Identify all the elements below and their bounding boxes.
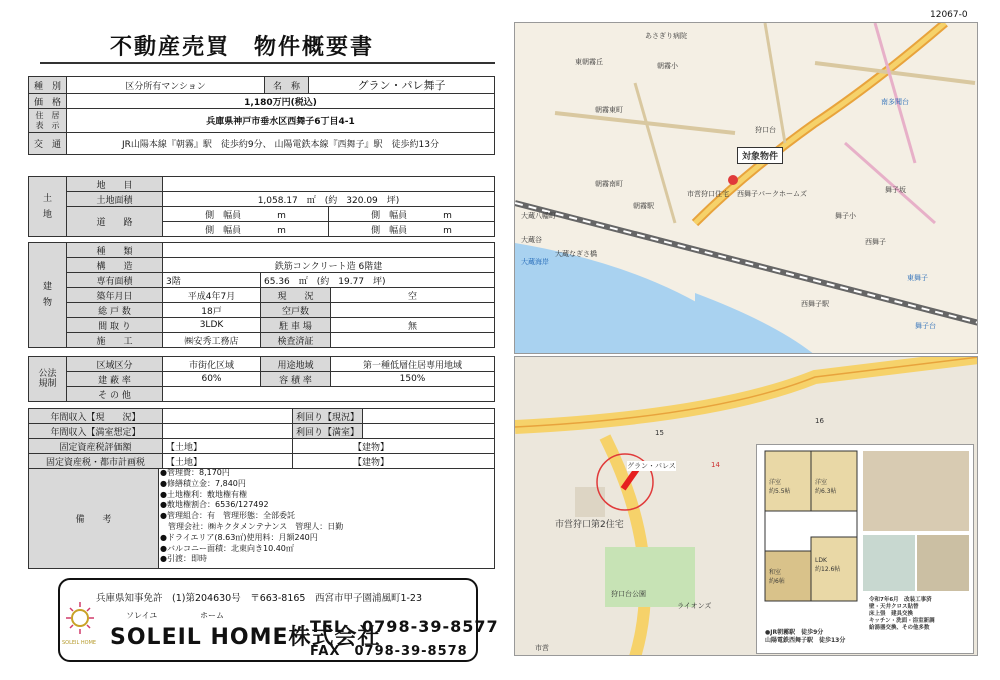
other-label: そ の 他	[67, 387, 163, 402]
building-table	[28, 242, 495, 348]
map-label: 西舞子駅	[801, 300, 829, 308]
area-map	[514, 22, 978, 354]
assessed-label: 固定資産税評価額	[29, 439, 163, 454]
road-row1-right: 側 幅員 m	[329, 207, 495, 222]
company-kana-home: ホーム	[200, 611, 224, 620]
site-label: 狩口台公園	[611, 590, 646, 598]
bcr-value: 60%	[163, 372, 261, 387]
floor-value: 3階	[163, 273, 261, 288]
map-label: 市営狩口住宅	[687, 190, 729, 198]
road-row2-left: 側 幅員 m	[163, 222, 329, 237]
document-title: 不動産売買 物件概要書	[110, 34, 375, 60]
land-area-value: 1,058.17 ㎡ (約 320.09 坪)	[163, 192, 495, 207]
assessed-land: 【土地】	[163, 439, 293, 454]
units-value: 18戸	[163, 303, 261, 318]
map-label: 東朝霧丘	[575, 58, 603, 66]
chimoku-label: 地 目	[67, 177, 163, 192]
vacant-label: 空戸数	[261, 303, 331, 318]
chimoku-value	[163, 177, 495, 192]
zone-label: 区域区分	[67, 357, 163, 372]
map-label: 西舞子パークホームズ	[737, 190, 807, 198]
status-value: 空	[331, 288, 495, 303]
map-label: 狩口台	[755, 126, 776, 134]
inspection-label: 検査済証	[261, 333, 331, 348]
map-label: 舞子坂	[885, 186, 906, 194]
map-label: 朝霧駅	[633, 202, 654, 210]
map-label: 朝霧南町	[595, 180, 623, 188]
map-label: 大蔵八幡町	[521, 212, 556, 220]
status-label: 現 況	[261, 288, 331, 303]
company-kana-soleil: ソレイユ	[126, 611, 158, 620]
built-label: 築年月日	[67, 288, 163, 303]
zone-value: 市街化区域	[163, 357, 261, 372]
building-section-label: 建 物	[29, 243, 67, 348]
use-value: 第一種低層住居専用地域	[331, 357, 495, 372]
remark-line: ●修繕積立金：7,840円	[160, 478, 246, 488]
sun-logo-icon	[64, 600, 96, 640]
built-value: 平成4年7月	[163, 288, 261, 303]
transport-label: 交 通	[29, 133, 67, 155]
name-label: 名 称	[265, 77, 309, 94]
road-row2-right: 側 幅員 m	[329, 222, 495, 237]
feature-text: 令和7年6月 改装工事済 壁・天井クロス貼替 床上張 建具交換 キッチン・洗面・浴室新調 給湯器交換、その他多数	[869, 597, 935, 631]
document-id: 12067-0	[930, 10, 968, 20]
remark-line: ●引渡：即時	[160, 554, 207, 564]
road-label: 道 路	[67, 207, 163, 237]
remark-line: 管理会社：㈱キクタメンテナンス 管理人：日勤	[160, 521, 344, 531]
remark-line: ●管理費：8,170円	[160, 468, 230, 477]
builder-label: 施 工	[67, 333, 163, 348]
phone-number: TEL 0798-39-8577	[310, 617, 499, 636]
other-value	[163, 387, 495, 402]
regulation-table	[28, 356, 495, 402]
land-section-label: 土 地	[29, 177, 67, 237]
full-income-label: 年間収入【満室想定】	[29, 424, 163, 439]
remarks-list	[160, 468, 343, 565]
map-label: 大蔵海岸	[521, 258, 549, 266]
layout-value: 3LDK	[163, 318, 261, 333]
far-label: 容 積 率	[261, 372, 331, 387]
site-label: 市営狩口第2住宅	[555, 520, 624, 530]
full-yield-label: 利回り【満室】	[293, 424, 363, 439]
type-label: 種 別	[29, 77, 67, 94]
floor-area-value: 65.36 ㎡ (約 19.77 坪)	[261, 273, 495, 288]
map-label: 南多聞台	[881, 98, 909, 106]
fax-number: FAX 0798-39-8578	[310, 644, 468, 659]
address-label: 住 居 表 示	[29, 109, 67, 133]
map-label: 大蔵谷	[521, 236, 542, 244]
map-label: 舞子台	[915, 322, 936, 330]
block-number: 14	[711, 461, 720, 469]
road-row1-left: 側 幅員 m	[163, 207, 329, 222]
room-label: 洋室 約6.3帖	[815, 479, 837, 495]
map-label: 東舞子	[907, 274, 928, 282]
current-yield-value	[363, 409, 495, 424]
current-yield-label: 利回り【現況】	[293, 409, 363, 424]
price-value: 1,180万円(税込)	[67, 94, 495, 109]
type-value: 区分所有マンション	[67, 77, 265, 94]
logo-text: SOLEIL HOME	[62, 640, 97, 646]
map-label: 朝霧東町	[595, 106, 623, 114]
far-value: 150%	[331, 372, 495, 387]
site-label: 市営	[535, 644, 549, 652]
site-label: グラン・パレス	[627, 462, 676, 470]
site-label: ライオンズ	[677, 602, 712, 610]
parking-value: 無	[331, 318, 495, 333]
price-label: 価 格	[29, 94, 67, 109]
remark-line: ●土地権利：敷地権有権	[160, 489, 247, 499]
transport-value: JR山陽本線『朝霧』駅 徒歩約9分、 山陽電鉄本線『西舞子』駅 徒歩約13分	[67, 133, 495, 155]
structure-value: 鉄筋コンクリート造 6階建	[163, 258, 495, 273]
structure-label: 構 造	[67, 258, 163, 273]
target-property-label: 対象物件	[737, 147, 783, 164]
room-label: 和室 約6帖	[769, 569, 785, 585]
map-label: 大蔵なぎさ橋	[555, 250, 597, 258]
address-value: 兵庫県神戸市垂水区西舞子6丁目4-1	[67, 109, 495, 133]
name-value: グラン・パレ舞子	[309, 77, 495, 94]
block-number: 16	[815, 417, 824, 425]
regulation-section-label: 公法 規制	[29, 357, 67, 402]
tax-land: 【土地】	[163, 454, 293, 469]
tax-building: 【建物】	[293, 454, 495, 469]
inspection-value	[331, 333, 495, 348]
basic-info-table	[28, 76, 495, 155]
remark-line: ●敷地権割合：6536/127492	[160, 500, 269, 510]
full-yield-value	[363, 424, 495, 439]
bcr-label: 建 蔽 率	[67, 372, 163, 387]
use-label: 用途地域	[261, 357, 331, 372]
block-number: 15	[655, 429, 664, 437]
builder-value: ㈱安秀工務店	[163, 333, 261, 348]
vacant-value	[331, 303, 495, 318]
assessed-building: 【建物】	[293, 439, 495, 454]
remark-line: ●バルコニー面積：北東向き10.40㎡	[160, 543, 294, 553]
kind-value	[163, 243, 495, 258]
current-income-value	[163, 409, 293, 424]
layout-label: 間 取 り	[67, 318, 163, 333]
remark-line: ●管理組合：有 管理形態：全部委託	[160, 511, 295, 521]
map-label: 西舞子	[865, 238, 886, 246]
company-name: SOLEIL HOME株式会社	[110, 625, 381, 650]
map-label: あさぎり病院	[645, 32, 687, 40]
remarks-label: 備 考	[29, 469, 159, 569]
room-label: LDK 約12.6帖	[815, 557, 841, 573]
tax-label: 固定資産税・都市計画税	[29, 454, 163, 469]
units-label: 総 戸 数	[67, 303, 163, 318]
parking-label: 駐 車 場	[261, 318, 331, 333]
current-income-label: 年間収入【現 況】	[29, 409, 163, 424]
license-info: 兵庫県知事免許 (1)第204630号 〒663-8165 西宮市甲子園浦風町1-23	[96, 593, 423, 604]
remark-line: ●ドライエリア(8.63㎡)使用料：月額240円	[160, 532, 318, 542]
full-income-value	[163, 424, 293, 439]
floor-plan-card	[756, 444, 974, 654]
room-label: 洋室 約5.5帖	[769, 479, 791, 495]
income-table	[28, 408, 495, 469]
land-area-label: 土地面積	[67, 192, 163, 207]
access-text: ●JR朝霧駅 徒歩9分 山陽電鉄西舞子駅 徒歩13分	[765, 629, 846, 644]
floor-area-label: 専有面積	[67, 273, 163, 288]
map-label: 舞子小	[835, 212, 856, 220]
title-underline	[40, 62, 495, 64]
map-label: 朝霧小	[657, 62, 678, 70]
land-table	[28, 176, 495, 237]
kind-label: 種 類	[67, 243, 163, 258]
